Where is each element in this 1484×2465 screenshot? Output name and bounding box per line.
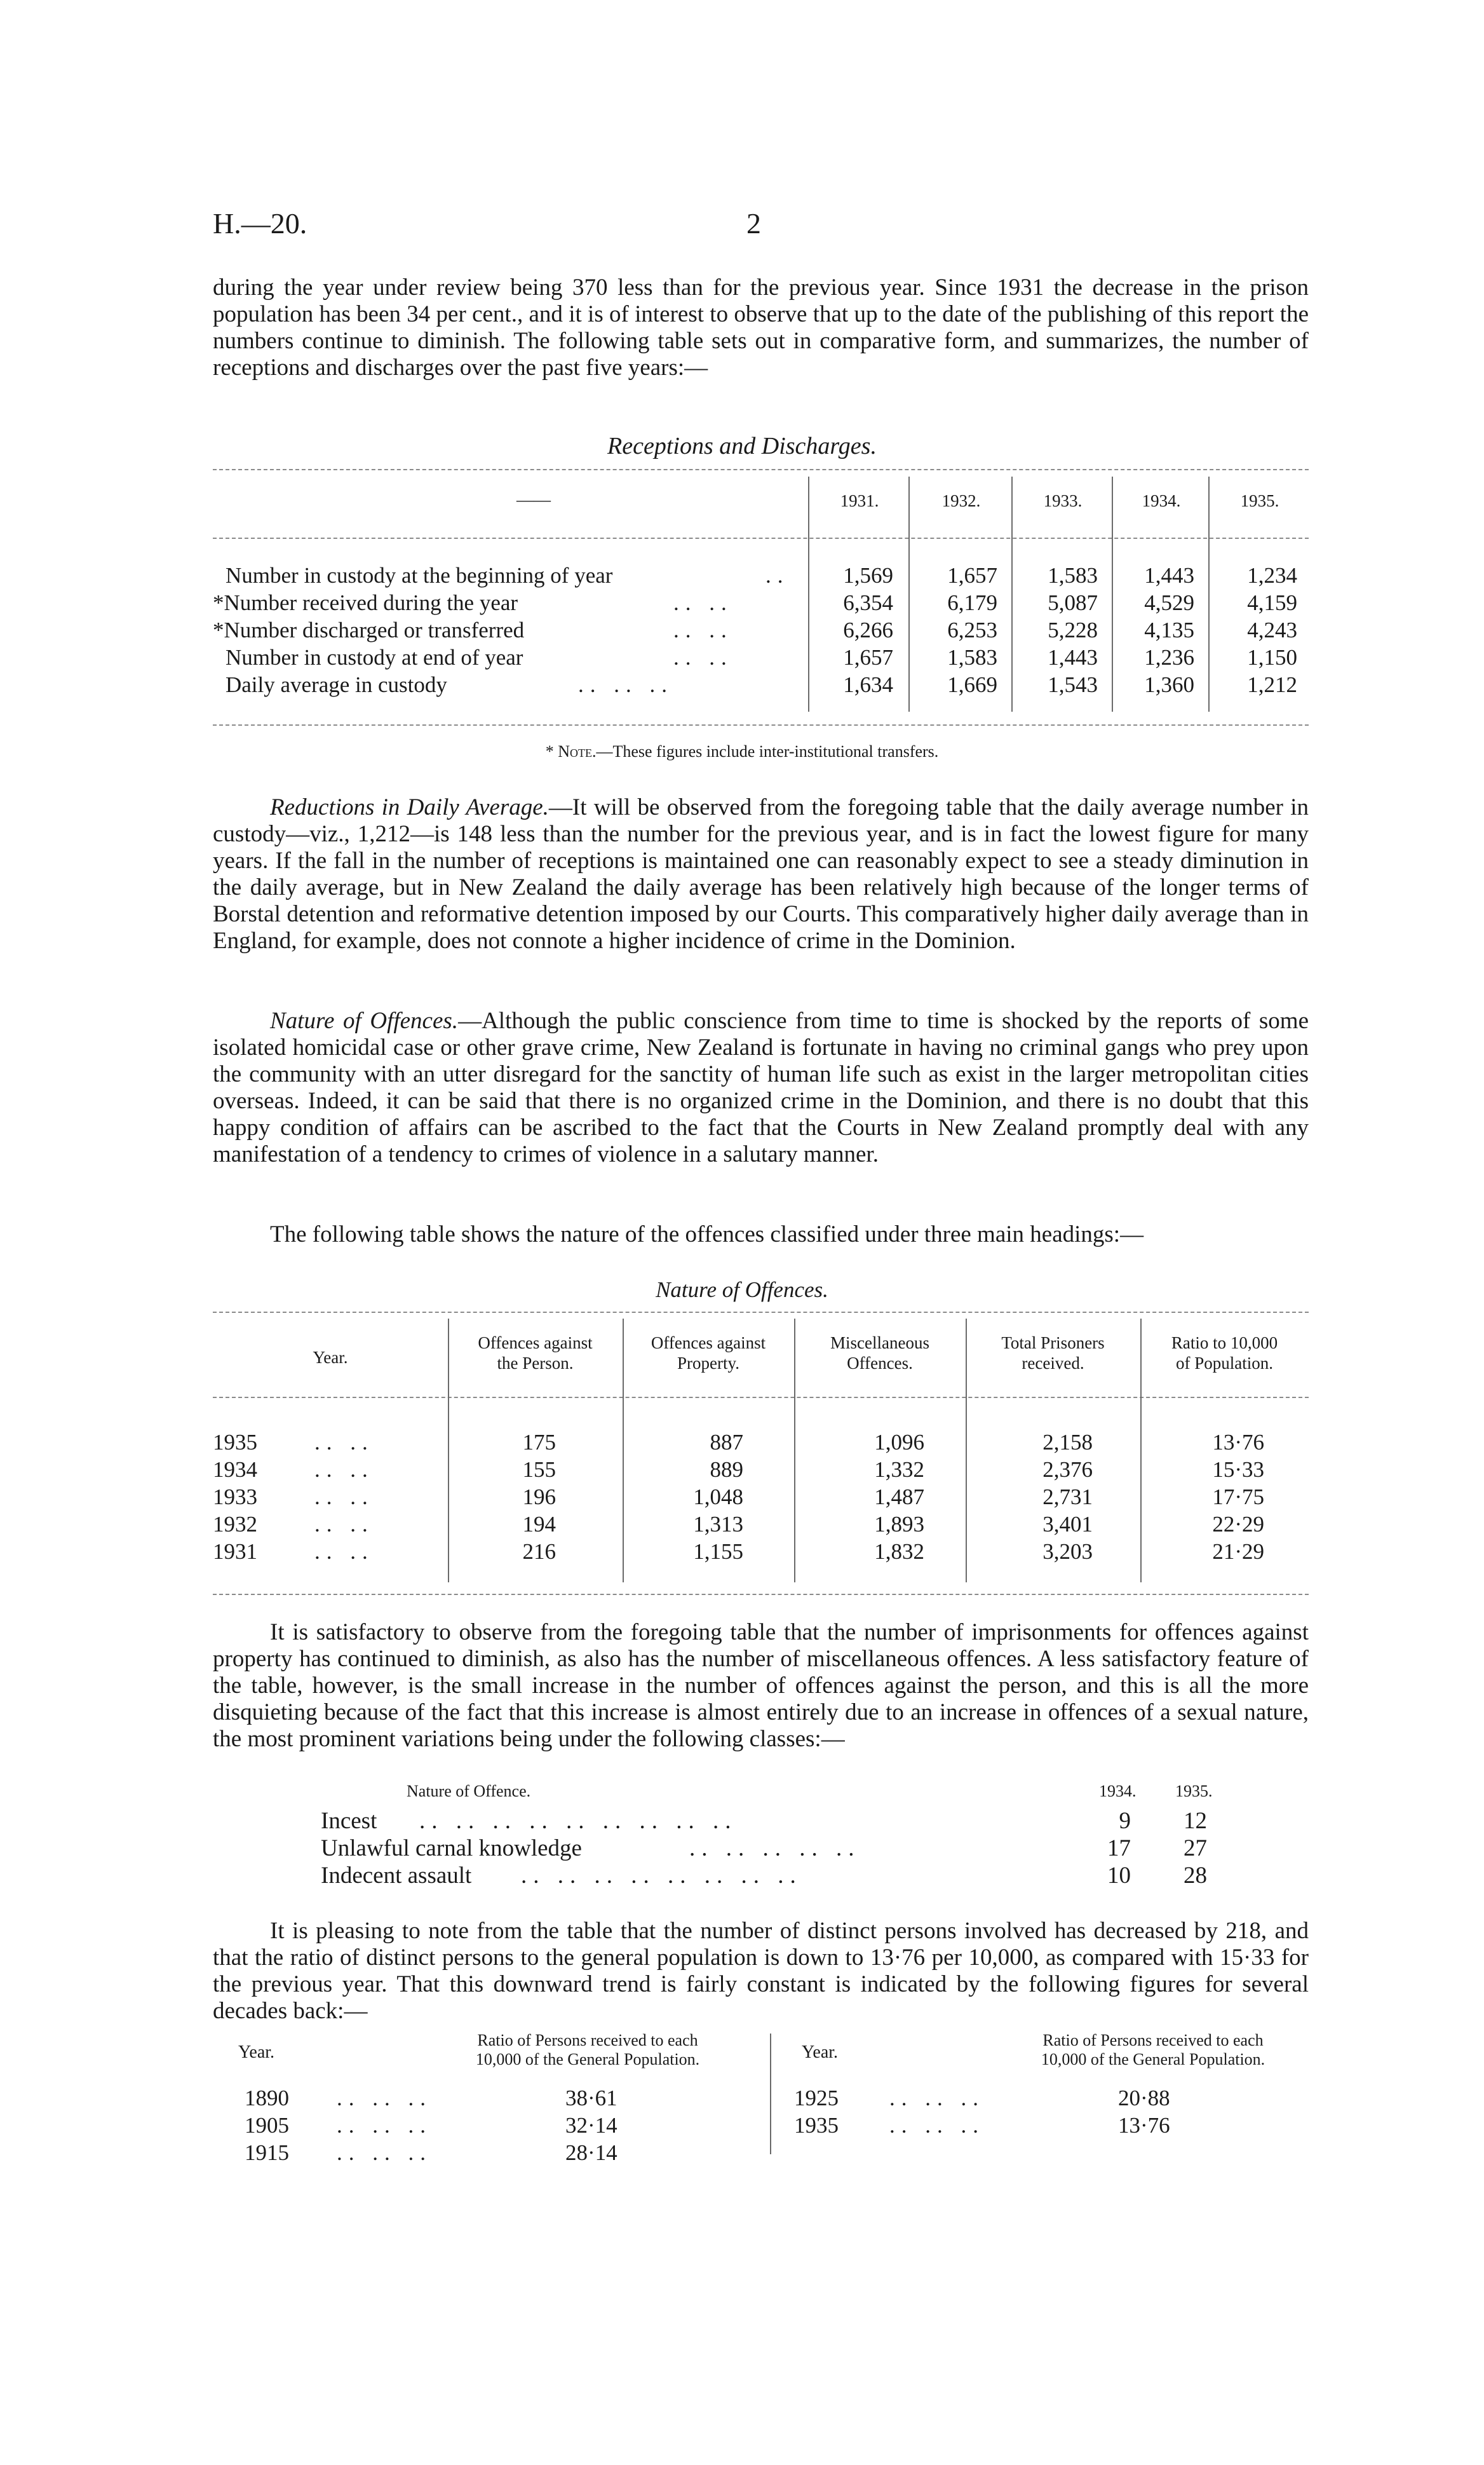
leader-dots: .. .. .. (889, 2086, 985, 2110)
receptions-cell: 5,087 (1048, 590, 1098, 615)
receptions-cell: 1,569 (843, 563, 893, 588)
ratio-cell: 13·76 (1212, 1430, 1264, 1455)
nature-paragraph (213, 1008, 1309, 1168)
receptions-cell: 1,583 (947, 645, 997, 670)
property-cell: 1,155 (693, 1539, 743, 1564)
person-cell: 196 (522, 1484, 556, 1509)
year-header-1931: 1931. (840, 491, 879, 510)
misc-cell: 1,487 (874, 1484, 924, 1509)
decade-value: 32·14 (565, 2113, 617, 2138)
leader-dots: .. .. (314, 1484, 374, 1509)
total-cell: 2,376 (1042, 1457, 1093, 1482)
decades-ratio-header-left (432, 2031, 743, 2069)
ratio-cell: 21·29 (1212, 1539, 1264, 1564)
receptions-cell: 1,669 (947, 672, 997, 697)
total-cell: 2,158 (1042, 1430, 1093, 1455)
receptions-table-caption: Receptions and Discharges. (607, 433, 877, 459)
class-label: Indecent assault (321, 1863, 472, 1889)
receptions-cell: 1,234 (1247, 563, 1297, 588)
receptions-blank-header: —— (516, 490, 551, 509)
leader-dots: .. .. .. (337, 2140, 432, 2165)
receptions-cell: 4,159 (1247, 590, 1297, 615)
decades-year-header-left: Year. (238, 2042, 275, 2062)
header-line: Offences against (478, 1333, 593, 1352)
decade-year: 1935 (794, 2113, 839, 2138)
classes-header-label: Nature of Offence. (407, 1782, 531, 1800)
reductions-paragraph (213, 794, 1309, 954)
receptions-cell: 5,228 (1048, 618, 1098, 642)
receptions-cell: 6,266 (843, 618, 893, 642)
receptions-row-label: Number in custody at end of year (226, 645, 523, 670)
property-cell: 889 (710, 1457, 743, 1482)
decade-value: 28·14 (565, 2140, 617, 2165)
year-header-1934: 1934. (1142, 491, 1181, 510)
header-line: Ratio to 10,000 (1171, 1333, 1278, 1352)
receptions-cell: 1,360 (1144, 672, 1194, 697)
property-cell: 887 (710, 1430, 743, 1455)
pleasing-paragraph: It is pleasing to note from the table that the number of distinct persons involved has decreased by 218, and that the ratio of distinct persons to the general population is down to 13·76 per 10,000, as compared with 15·33 for the previous year. That this downward trend is fairly constant is indicated by the following figures for several decades back:— (213, 1918, 1309, 2024)
receptions-cell: 1,212 (1247, 672, 1297, 697)
decades-divider (770, 2034, 771, 2154)
receptions-cell: 1,443 (1144, 563, 1194, 588)
decade-year: 1925 (794, 2086, 839, 2110)
decade-year: 1915 (245, 2140, 289, 2165)
receptions-cell: 1,236 (1144, 645, 1194, 670)
offences-bottom-rule (213, 1594, 1309, 1595)
misc-column-header (794, 1333, 966, 1373)
receptions-cell: 4,135 (1144, 618, 1194, 642)
receptions-footnote (0, 742, 1484, 761)
class-label: Unlawful carnal knowledge (321, 1835, 582, 1861)
receptions-cell: 1,543 (1048, 672, 1098, 697)
misc-cell: 1,096 (874, 1430, 924, 1455)
reductions-text: —It will be observed from the foregoing table that the daily average number in custody—viz., 1,212—is 148 less than the number for the previous year, and is in fact the lowest figure for many years. If the fall in the number of receptions is maintained one can reasonably expect to see a steady diminution in the daily average, but in New Zealand the daily average has been relatively high because of the longer terms of Borstal detention and reformative detention imposed by our Courts. This comparatively higher daily average than in England, for example, does not connote a higher incidence of crime in the Dominion. (213, 794, 1309, 954)
leader-dots: .. .. .. (889, 2113, 985, 2138)
decade-value: 38·61 (565, 2086, 617, 2110)
header-line: Offences against (651, 1333, 766, 1352)
decades-ratio-header-right (994, 2031, 1312, 2069)
receptions-cell: 1,583 (1048, 563, 1098, 588)
person-cell: 155 (522, 1457, 556, 1482)
year-column-header: Year. (313, 1348, 348, 1367)
receptions-cell: 1,634 (843, 672, 893, 697)
total-cell: 3,203 (1042, 1539, 1093, 1564)
receptions-col-divider (1208, 477, 1210, 712)
receptions-col-divider (808, 477, 809, 712)
receptions-bottom-rule (213, 724, 1309, 726)
receptions-row-label: *Number discharged or transferred (213, 618, 525, 642)
receptions-cell: 1,657 (947, 563, 997, 588)
property-column-header (623, 1333, 794, 1373)
receptions-cell: 4,243 (1247, 618, 1297, 642)
total-cell: 2,731 (1042, 1484, 1093, 1509)
decades-year-header-right: Year. (802, 2042, 839, 2062)
receptions-cell: 1,150 (1247, 645, 1297, 670)
leader-dots: .. .. (314, 1457, 374, 1482)
person-cell: 194 (522, 1512, 556, 1537)
ratio-cell: 17·75 (1212, 1484, 1264, 1509)
receptions-top-rule (213, 469, 1309, 470)
satisfactory-paragraph: It is satisfactory to observe from the foregoing table that the number of imprisonments for offences against property has continued to diminish, as also has the number of miscellaneous offences. A less satisfactory feature of the table, however, is the small increase in the number of offences against the person, and this is all the more disquieting because of the fact that this increase is almost entirely due to an increase in offences of a sexual nature, the most prominent variations being under the following classes:— (213, 1619, 1309, 1752)
class-label: Incest (321, 1808, 377, 1834)
leader-dots: .. .. .. .. .. (689, 1835, 861, 1861)
leader-dots: .. .. (314, 1512, 374, 1537)
receptions-cell: 6,179 (947, 590, 997, 615)
leader-dots: .. .. .. .. .. .. .. .. .. (419, 1808, 738, 1834)
header-line: the Person. (497, 1354, 574, 1373)
header-line: of Population. (1176, 1354, 1273, 1373)
receptions-col-divider (908, 477, 910, 712)
receptions-col-divider (1011, 477, 1013, 712)
report-reference: H.—20. (213, 207, 307, 240)
receptions-col-divider (1112, 477, 1113, 712)
receptions-row-label: Number in custody at the beginning of year (226, 563, 613, 588)
ratio-column-header (1140, 1333, 1309, 1373)
class-value-1934: 10 (1107, 1863, 1131, 1889)
following-paragraph: The following table shows the nature of the offences classified under three main headings:— (270, 1221, 1144, 1247)
decade-year: 1890 (245, 2086, 289, 2110)
class-value-1935: 27 (1184, 1835, 1207, 1861)
nature-heading: Nature of Offences. (270, 1008, 459, 1034)
offences-year-cell: 1934 (213, 1457, 257, 1482)
leader-dots: .. .. .. .. .. .. .. .. (521, 1863, 802, 1889)
header-line: 10,000 of the General Population. (475, 2050, 700, 2068)
receptions-row-label: Daily average in custody (226, 672, 447, 697)
decade-value: 13·76 (1118, 2113, 1170, 2138)
class-value-1935: 28 (1184, 1863, 1207, 1889)
receptions-cell: 6,354 (843, 590, 893, 615)
class-value-1934: 9 (1119, 1808, 1131, 1834)
leader-dots: .. .. .. (578, 672, 673, 697)
offences-year-cell: 1933 (213, 1484, 257, 1509)
reductions-heading: Reductions in Daily Average. (270, 794, 549, 820)
header-line: received. (1022, 1354, 1084, 1373)
receptions-row-label: *Number received during the year (213, 590, 518, 615)
person-cell: 175 (522, 1430, 556, 1455)
header-line: Property. (677, 1354, 739, 1373)
year-header-1932: 1932. (941, 491, 981, 510)
header-line: Ratio of Persons received to each (1042, 2031, 1264, 2049)
class-value-1935: 12 (1184, 1808, 1207, 1834)
class-value-1934: 17 (1107, 1835, 1131, 1861)
misc-cell: 1,893 (874, 1512, 924, 1537)
header-line: 10,000 of the General Population. (1041, 2050, 1265, 2068)
ratio-cell: 22·29 (1212, 1512, 1264, 1537)
page-number: 2 (746, 207, 761, 240)
header-line: Total Prisoners (1001, 1333, 1105, 1352)
receptions-cell: 6,253 (947, 618, 997, 642)
misc-cell: 1,332 (874, 1457, 924, 1482)
offences-year-cell: 1931 (213, 1539, 257, 1564)
leader-dots: .. .. .. (337, 2113, 432, 2138)
total-cell: 3,401 (1042, 1512, 1093, 1537)
receptions-cell: 1,443 (1048, 645, 1098, 670)
offences-year-cell: 1932 (213, 1512, 257, 1537)
person-column-header (448, 1333, 623, 1373)
footnote-text: —These figures include inter-institutional transfers. (596, 742, 939, 761)
receptions-header-rule (213, 538, 1309, 539)
offences-header-rule (213, 1397, 1309, 1398)
year-header-1933: 1933. (1043, 491, 1083, 510)
offences-top-rule (213, 1312, 1309, 1313)
decade-value: 20·88 (1118, 2086, 1170, 2110)
classes-header-1935: 1935. (1175, 1782, 1213, 1800)
leader-dots: .. .. (673, 618, 733, 642)
receptions-cell: 1,657 (843, 645, 893, 670)
misc-cell: 1,832 (874, 1539, 924, 1564)
leader-dots: .. .. (314, 1430, 374, 1455)
offences-table-caption: Nature of Offences. (656, 1277, 828, 1302)
leader-dots: .. .. .. (337, 2086, 432, 2110)
footnote-prefix: * Note. (545, 742, 597, 761)
header-line: Ratio of Persons received to each (477, 2031, 698, 2049)
decade-year: 1905 (245, 2113, 289, 2138)
person-cell: 216 (522, 1539, 556, 1564)
property-cell: 1,048 (693, 1484, 743, 1509)
leader-dots: .. .. (314, 1539, 374, 1564)
nature-text: —Although the public conscience from time to time is shocked by the reports of some isolated homicidal case or other grave crime, New Zealand is fortunate in having no criminal gangs who prey upon the community with an utter disregard for the sanctity of human life such as exist in the larger metropolitan cities overseas. Indeed, it can be said that there is no organized crime in the Dominion, and there is no doubt that this happy condition of affairs can be ascribed to the fact that the Courts in New Zealand promptly deal with any manifestation of a tendency to crimes of violence in a salutary manner. (213, 1008, 1309, 1167)
leader-dots: .. (766, 563, 790, 588)
leader-dots: .. .. (673, 590, 733, 615)
receptions-cell: 4,529 (1144, 590, 1194, 615)
offences-year-cell: 1935 (213, 1430, 257, 1455)
year-header-1935: 1935. (1240, 491, 1279, 510)
ratio-cell: 15·33 (1212, 1457, 1264, 1482)
classes-header-1934: 1934. (1099, 1782, 1137, 1800)
intro-paragraph: during the year under review being 370 less than for the previous year. Since 1931 the decrease in the prison population has been 34 per cent., and it is of interest to observe that up to the date of the publishing of this report the numbers continue to diminish. The following table sets out in comparative form, and summarizes, the number of receptions and discharges over the past five years:— (213, 275, 1309, 381)
header-line: Offences. (847, 1354, 913, 1373)
header-line: Miscellaneous (830, 1333, 929, 1352)
leader-dots: .. .. (673, 645, 733, 670)
total-column-header (966, 1333, 1140, 1373)
property-cell: 1,313 (693, 1512, 743, 1537)
